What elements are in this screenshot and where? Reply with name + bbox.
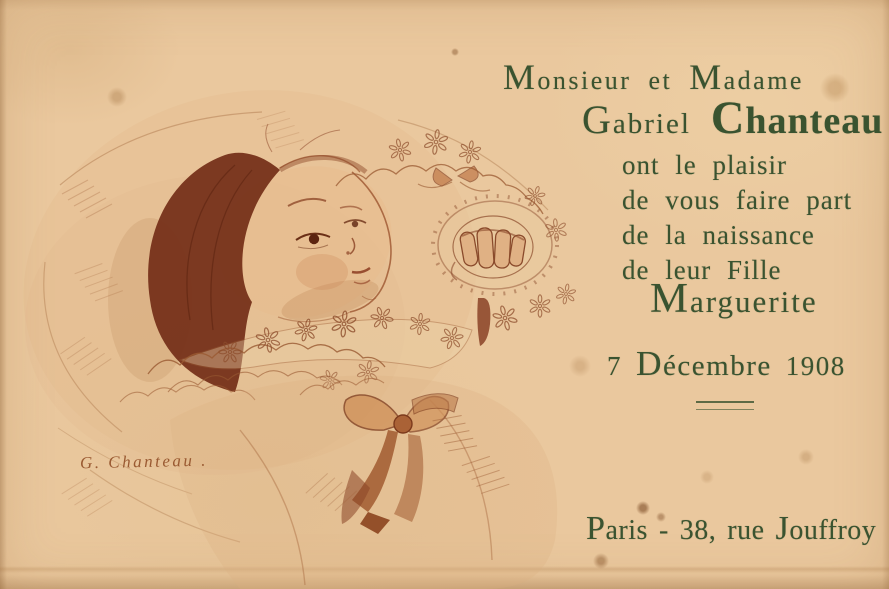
body-line: ont le plaisir [622, 150, 787, 180]
header-word-et: et [648, 66, 673, 95]
date-year: 1908 [785, 351, 846, 381]
child-name: Marguerite [650, 275, 818, 322]
date-line [607, 343, 846, 383]
date-month: Décembre [636, 343, 772, 383]
address-line [586, 512, 876, 546]
parents-name-line [582, 93, 884, 144]
header-line [503, 57, 804, 97]
body-line: de leur Fille [622, 255, 782, 285]
artist-signature: G. Chanteau . [79, 450, 209, 473]
last-name: Chanteau [710, 93, 884, 144]
address-street: Jouffroy [775, 510, 877, 547]
address-city: Paris [586, 510, 648, 547]
body-line: de vous faire part [622, 185, 853, 215]
first-name: Gabriel [582, 97, 691, 142]
body-line: de la naissance [622, 220, 815, 250]
address-number: 38, [679, 515, 717, 546]
date-day: 7 [607, 351, 622, 381]
gown-and-bow [170, 376, 557, 589]
divider-flourish [696, 401, 754, 410]
header-word-monsieur: Monsieur [503, 57, 632, 97]
header-word-madame: Madame [689, 57, 804, 97]
address-dash: - [658, 515, 669, 546]
address-rue: rue [727, 515, 765, 546]
